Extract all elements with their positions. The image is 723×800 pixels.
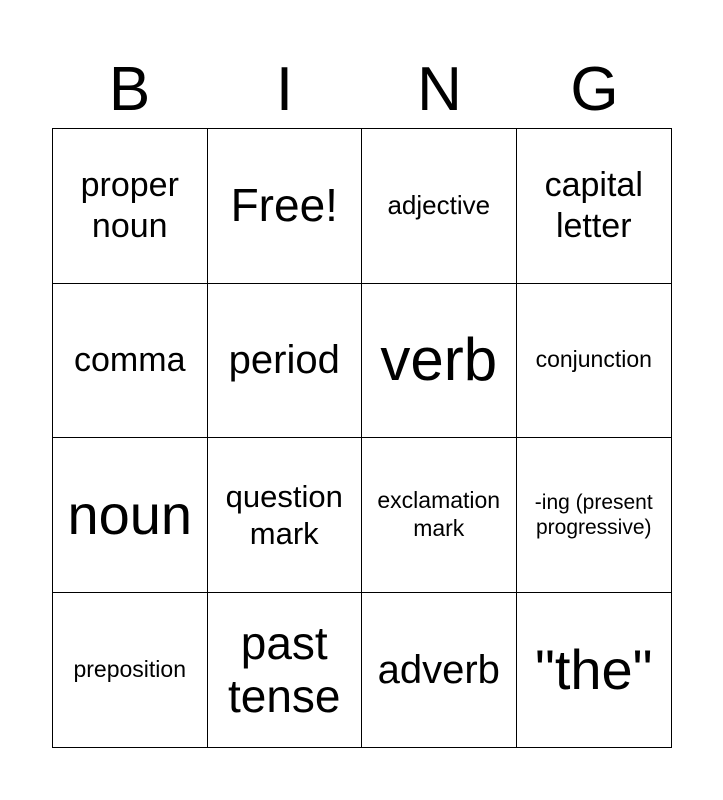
bingo-cell[interactable] bbox=[517, 593, 672, 748]
bingo-cell[interactable] bbox=[208, 438, 363, 593]
bingo-header bbox=[52, 52, 672, 128]
bingo-cell[interactable] bbox=[517, 129, 672, 284]
bingo-cell-free[interactable] bbox=[208, 129, 363, 284]
cell-label: adjective bbox=[387, 189, 491, 220]
bingo-cell[interactable] bbox=[517, 438, 672, 593]
cell-label: preposition bbox=[73, 655, 187, 682]
bingo-cell[interactable] bbox=[362, 593, 517, 748]
bingo-cell[interactable] bbox=[53, 284, 208, 439]
bingo-cell[interactable] bbox=[208, 284, 363, 439]
bingo-cell[interactable] bbox=[53, 129, 208, 284]
bingo-cell[interactable] bbox=[53, 593, 208, 748]
cell-label: period bbox=[228, 338, 340, 383]
bingo-cell[interactable] bbox=[362, 129, 517, 284]
header-letter-g: G bbox=[570, 55, 619, 124]
cell-label: verb bbox=[380, 326, 498, 394]
cell-label: noun bbox=[67, 482, 193, 546]
header-letter-b: B bbox=[108, 55, 151, 124]
cell-label: past tense bbox=[227, 616, 341, 722]
cell-label: adverb bbox=[377, 647, 500, 692]
cell-label: capital letter bbox=[544, 165, 643, 245]
bingo-cell[interactable] bbox=[362, 284, 517, 439]
cell-label: conjunction bbox=[535, 346, 652, 373]
bingo-cell[interactable] bbox=[53, 438, 208, 593]
bingo-cell[interactable] bbox=[208, 593, 363, 748]
cell-label: -ing (present progressive) bbox=[534, 490, 653, 539]
cell-label: comma bbox=[74, 340, 186, 379]
bingo-cell[interactable] bbox=[517, 284, 672, 439]
cell-label: "the" bbox=[534, 637, 653, 701]
cell-label: Free! bbox=[230, 179, 338, 232]
cell-label: proper noun bbox=[80, 165, 179, 245]
bingo-board bbox=[52, 128, 672, 748]
cell-label: exclamation mark bbox=[377, 487, 501, 541]
cell-label: question mark bbox=[225, 478, 343, 551]
bingo-cell[interactable] bbox=[362, 438, 517, 593]
header-letter-n: N bbox=[417, 55, 462, 124]
header-letter-i: I bbox=[275, 55, 294, 124]
